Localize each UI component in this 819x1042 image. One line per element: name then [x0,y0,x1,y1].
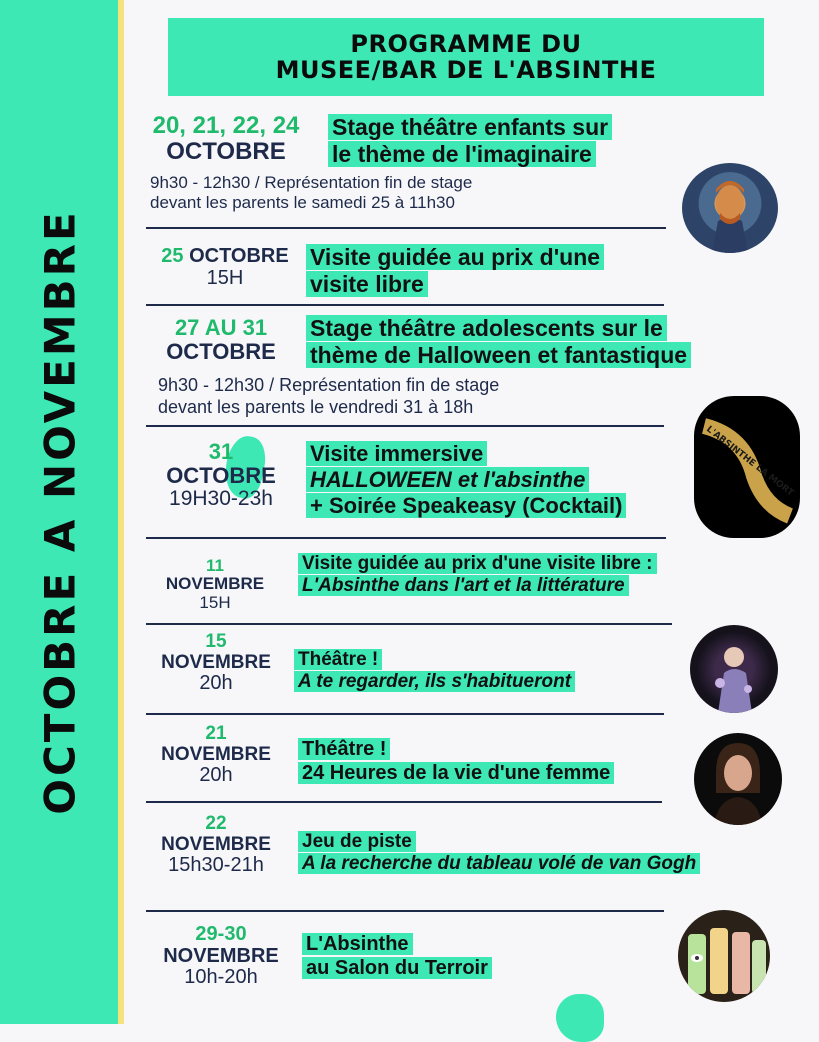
event-date: 27 AU 31 OCTOBRE [166,315,276,364]
divider [146,623,672,625]
van-gogh-portrait-image [682,163,778,253]
event-description: 9h30 - 12h30 / Représentation fin de stage devant les parents le vendredi 31 à 18h [158,375,500,417]
event-date: 21 NOVEMBRE 20h [161,723,271,787]
divider [146,304,664,306]
divider [146,425,664,427]
event-title: Visite guidée au prix d'une visite libre [306,244,604,298]
divider [146,537,666,539]
event-date: 15 NOVEMBRE 20h [161,631,271,695]
vertical-title: OCTOBRE A NOVEMBRE [35,209,85,815]
event-date: 29-30 NOVEMBRE 10h-20h [163,923,279,989]
sidebar-stripe [118,0,124,1024]
event-title: Stage théâtre adolescents sur le thème de Halloween et fantastique [306,315,691,369]
page-header [168,18,764,96]
divider [146,910,664,912]
event-date: 11 NOVEMBRE 15H [165,556,265,612]
decorative-blob [556,994,604,1042]
event-date: 20, 21, 22, 24 OCTOBRE [152,112,300,165]
event-date: 31 OCTOBRE 19H30-23h [166,439,276,510]
event-title: Théâtre ! A te regarder, ils s'habitueront [294,649,575,694]
absinthe-la-mort-image [694,396,800,538]
divider [146,713,664,715]
divider [146,801,662,803]
absinthe-bottles-photo [678,910,770,1002]
header-title-line1: PROGRAMME DU [350,30,582,58]
event-title: Jeu de piste A la recherche du tableau volé de van Gogh [298,831,700,876]
event-title: L'Absinthe au Salon du Terroir [302,933,492,980]
actress-portrait-photo [694,733,782,825]
event-date: 22 NOVEMBRE 15h30-21h [161,813,271,877]
event-title: Théâtre ! 24 Heures de la vie d'une femme [298,738,614,785]
header-title-line2: MUSEE/BAR DE L'ABSINTHE [275,56,657,84]
event-date: 25 OCTOBRE 15H [161,245,289,289]
theatre-performance-photo [690,625,778,713]
event-title: Visite immersive HALLOWEEN et l'absinthe + Soirée Speakeasy (Cocktail) [306,441,626,519]
event-title: Visite guidée au prix d'une visite libre : L'Absinthe dans l'art et la littérature [298,553,657,598]
event-title: Stage théâtre enfants sur le thème de l'imaginaire [328,114,612,168]
event-description: 9h30 - 12h30 / Représentation fin de stage devant les parents le samedi 25 à 11h30 [150,173,473,213]
absinthe-banner-text: L'ABSINTHE LA MORT [704,424,796,499]
divider [146,227,666,229]
